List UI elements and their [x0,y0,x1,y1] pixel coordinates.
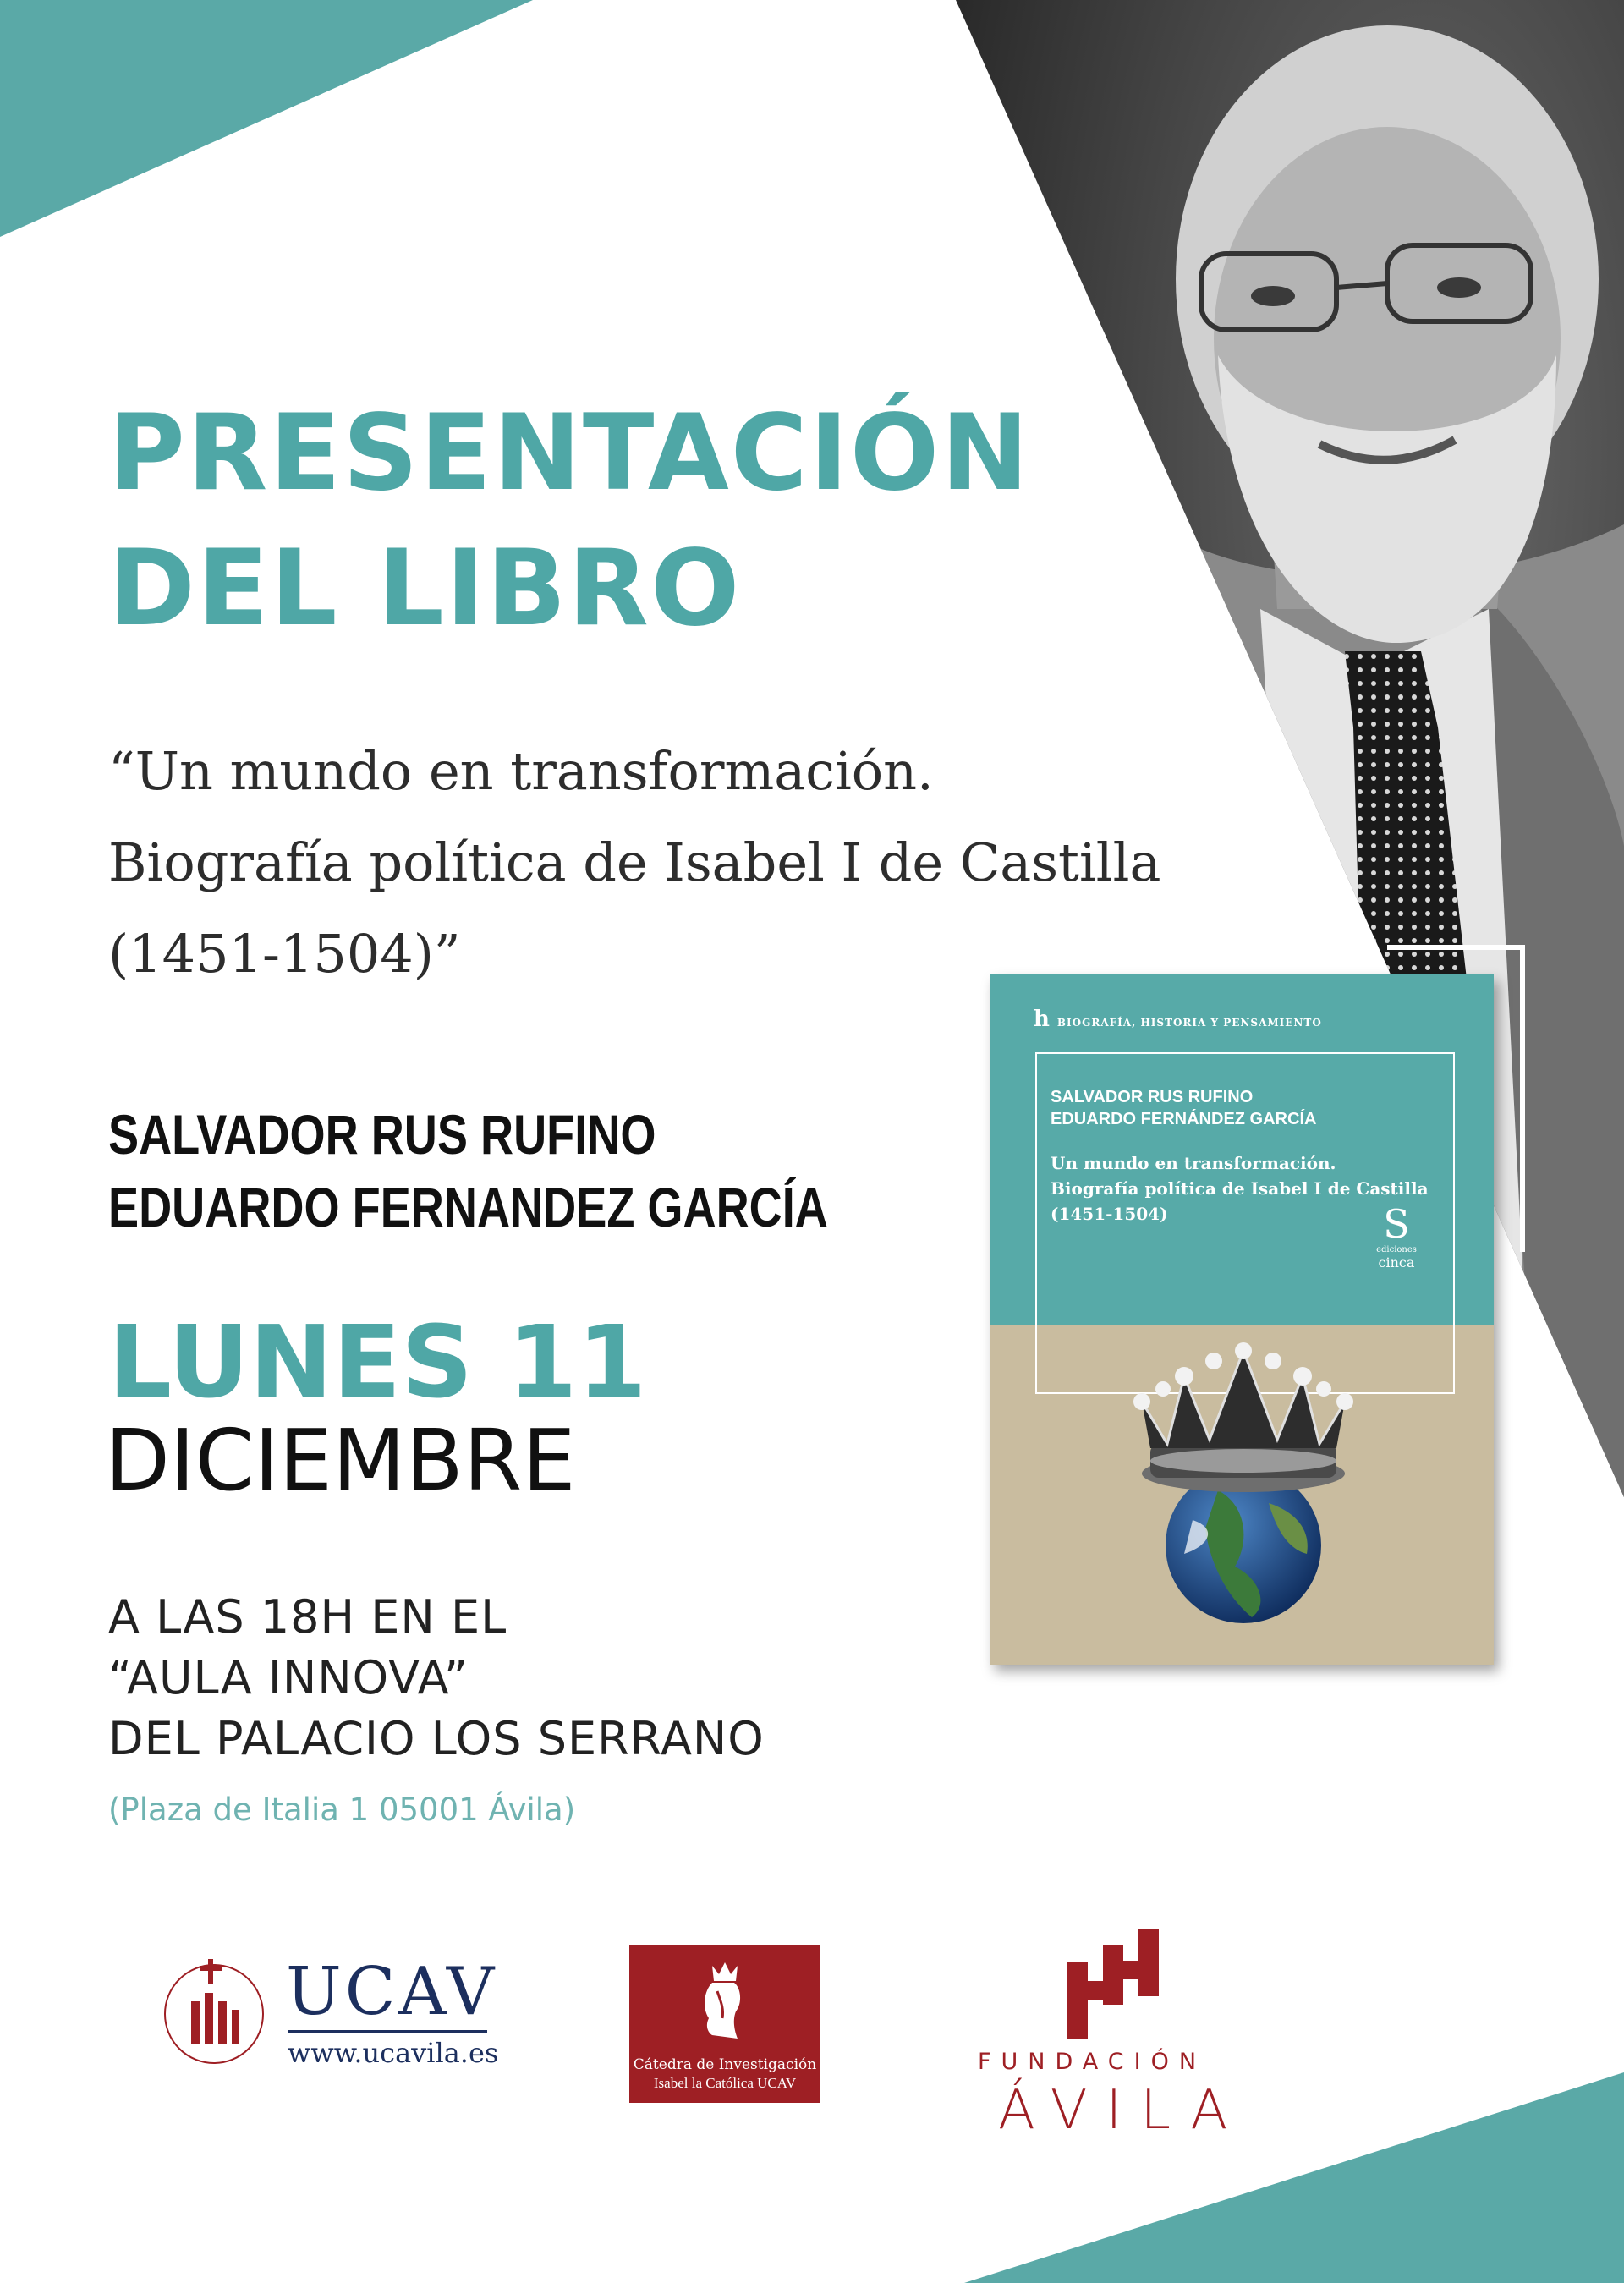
venue-line1: A LAS 18H EN EL [108,1590,508,1644]
event-day: LUNES 11 [108,1303,647,1420]
crown-globe-illustration [1116,1342,1370,1630]
ucav-website[interactable]: www.ucavila.es [288,2037,499,2069]
book-cover-title1: Un mundo en transformación. [1051,1153,1336,1173]
book-cover-authors [1051,1086,1316,1130]
series-name: BIOGRAFÍA, HISTORIA Y PENSAMIENTO [1056,1017,1322,1029]
series-logo-icon: h [1034,1007,1051,1032]
event-title-line2: DEL LIBRO [108,528,742,650]
event-month: DICIEMBRE [105,1411,576,1510]
event-title-line1: PRESENTACIÓN [108,392,1031,514]
ucav-divider [288,2030,487,2033]
author-2: EDUARDO FERNANDEZ GARCÍA [108,1176,828,1238]
fundacion-label: FUNDACIÓN [978,2049,1207,2075]
publisher-small: ediciones [1376,1245,1417,1254]
author-1: SALVADOR RUS RUFINO [108,1103,656,1166]
book-title-line1: “Un mundo en transformación. [108,740,934,802]
venue-line3: DEL PALACIO LOS SERRANO [108,1712,765,1765]
catedra-line2: Isabel la Católica UCAV [653,2075,797,2091]
book-title [108,726,1160,1000]
book-cover-author2: EDUARDO FERNÁNDEZ GARCÍA [1051,1110,1317,1128]
publisher-name: cinca [1378,1254,1415,1270]
event-title [108,386,1030,656]
book-cover-title2: Biografía política de Isabel I de Castilla [1051,1178,1429,1199]
book-cover-title3: (1451-1504) [1051,1204,1168,1224]
publisher-logo [1358,1203,1435,1270]
publisher-mark: S [1383,1201,1410,1247]
fundacion-avila-mark-icon [1067,1929,1160,2039]
queen-profile-icon [687,1957,763,2050]
authors [108,1098,828,1243]
book-series [1034,1007,1322,1032]
book-title-line2: Biografía política de Isabel I de Castilla [108,831,1161,893]
book-cover [990,974,1494,1665]
venue-line2: “AULA INNOVA” [108,1651,469,1704]
ucav-name: UCAV [286,1954,498,2030]
event-venue [108,1587,765,1770]
catedra-line1: Cátedra de Investigación [633,2056,817,2073]
book-title-line3: (1451-1504)” [108,923,461,985]
venue-address: (Plaza de Italia 1 05001 Ávila) [108,1792,576,1828]
book-cover-author1: SALVADOR RUS RUFINO [1051,1088,1254,1106]
ucav-seal-logo [159,1951,269,2077]
catedra-logo [629,1945,820,2103]
avila-label: ÁVILA [998,2079,1247,2142]
